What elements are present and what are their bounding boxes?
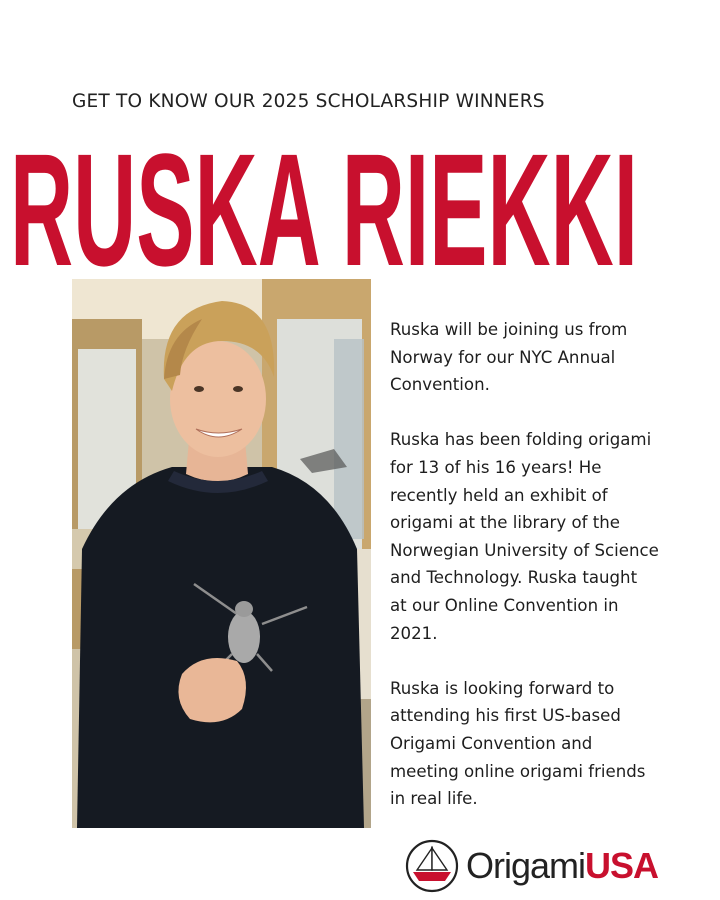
sailboat-logo-icon [405,839,459,893]
logo-word-origami: Origami [466,845,586,886]
bio-text [390,316,700,840]
logo-word-usa: USA [585,845,659,886]
logo-wordmark [466,845,659,886]
winner-name [10,138,670,273]
bio-paragraph: Ruska will be joining us from Norway for our NYC Annual Convention. [390,320,628,395]
winner-name-text: RUSKA RIEKKI [10,138,638,273]
page-kicker: GET TO KNOW OUR 2025 SCHOLARSHIP WINNERS [72,91,545,112]
origamiusa-logo [405,838,675,894]
bio-paragraph: Ruska has been folding origami for 13 of his 16 years! He recently held an exhibit of origami at the library of the Norwegian University of Science and Technology. Ruska taught at our Online Convention in 2021. [390,430,659,643]
bio-paragraph: Ruska is looking forward to attending his first US-based Origami Convention and meeting online origami friends in real life. [390,678,646,809]
winner-photo [72,279,371,828]
